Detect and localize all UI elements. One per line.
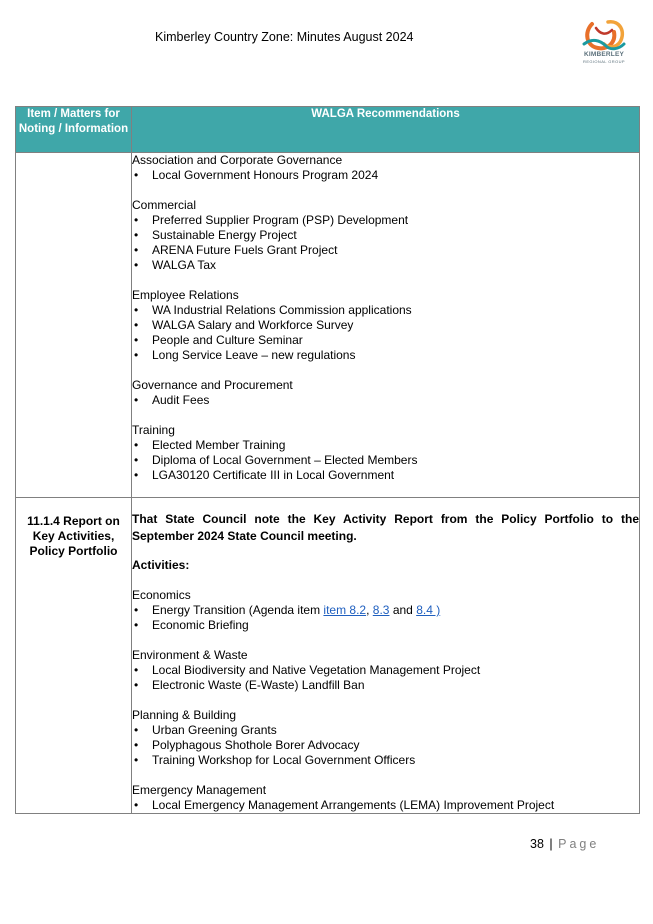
recommendation-text: That State Council note the Key Activity Report from the Policy Portfolio to the September 2024 State Council meeting. [132,512,639,543]
link-item-8-3[interactable]: 8.3 [372,603,390,617]
list-item: • Electronic Waste (E-Waste) Landfill Ban [132,678,639,693]
row2-recommendation-cell [132,498,640,814]
section-title: Emergency Management [132,783,267,797]
row1-recommendation-cell [132,153,640,498]
list-item: • Audit Fees [132,393,639,408]
table-header-row [16,107,640,153]
list-item: • Diploma of Local Government – Elected Members [132,453,639,468]
section-title: Association and Corporate Governance [132,153,343,167]
section-title: Commercial [132,198,197,212]
list-item: • LGA30120 Certificate III in Local Government [132,468,639,483]
section-title: Governance and Procurement [132,378,293,392]
list-item-energy-transition [132,603,639,618]
logo-line-kimberley: KIMBERLEY [583,51,625,58]
section-title: Employee Relations [132,288,239,302]
row1-item-cell [16,153,132,498]
bullet-list [132,393,639,408]
section-title: Planning & Building [132,708,237,722]
list-item: • WA Industrial Relations Commission applications [132,303,639,318]
list-item: • Sustainable Energy Project [132,228,639,243]
list-item: • WALGA Tax [132,258,639,273]
bullet-list [132,303,639,363]
link-item-8-2[interactable]: item 8.2 [323,603,367,617]
activities-label: Activities: [132,558,190,572]
table-row-walga-items [16,153,640,498]
logo-line-regional-group: REGIONAL GROUP [583,58,625,64]
page-label: Page [558,837,600,851]
bullet-list [132,438,639,483]
page-number: 38 [530,837,544,851]
minutes-table [15,106,640,814]
document-header-title: Kimberley Country Zone: Minutes August 2024 [155,30,414,44]
bullet-list [132,603,639,633]
list-item: • WALGA Salary and Workforce Survey [132,318,639,333]
section-title: Economics [132,588,191,602]
list-item: • Local Emergency Management Arrangements (LEMA) Improvement Project [132,798,639,813]
list-item: • Polyphagous Shothole Borer Advocacy [132,738,639,753]
and-text: and [389,603,417,617]
logo-wordmark [578,52,630,64]
bullet-list [132,213,639,273]
list-item: • Elected Member Training [132,438,639,453]
comma-text: , [366,603,370,617]
list-item: • Economic Briefing [132,618,639,633]
page-footer [530,837,599,851]
list-item: • Training Workshop for Local Government Officers [132,753,639,768]
list-item: • Preferred Supplier Program (PSP) Development [132,213,639,228]
list-item: • People and Culture Seminar [132,333,639,348]
list-item: • Local Biodiversity and Native Vegetation Management Project [132,663,639,678]
section-title: Training [132,423,175,437]
item-label: 11.1.4 Report on Key Activities, Policy Portfolio [27,514,120,558]
bullet-list [132,723,639,768]
list-item: • Local Government Honours Program 2024 [132,168,639,183]
column-header-item: Item / Matters for Noting / Information [16,107,132,153]
column-header-recommendations: WALGA Recommendations [132,107,640,153]
bullet-list [132,663,639,693]
row2-item-cell [16,498,132,814]
energy-item-text: Energy Transition (Agenda item [152,603,324,617]
footer-separator: | [549,837,553,851]
bullet-list [132,798,639,813]
link-item-8-4[interactable]: 8.4 ) [416,603,441,617]
bullet-list [132,168,639,183]
section-title: Environment & Waste [132,648,248,662]
list-item: • Long Service Leave – new regulations [132,348,639,363]
table-row-key-activities [16,498,640,814]
list-item: • Urban Greening Grants [132,723,639,738]
list-item: • ARENA Future Fuels Grant Project [132,243,639,258]
